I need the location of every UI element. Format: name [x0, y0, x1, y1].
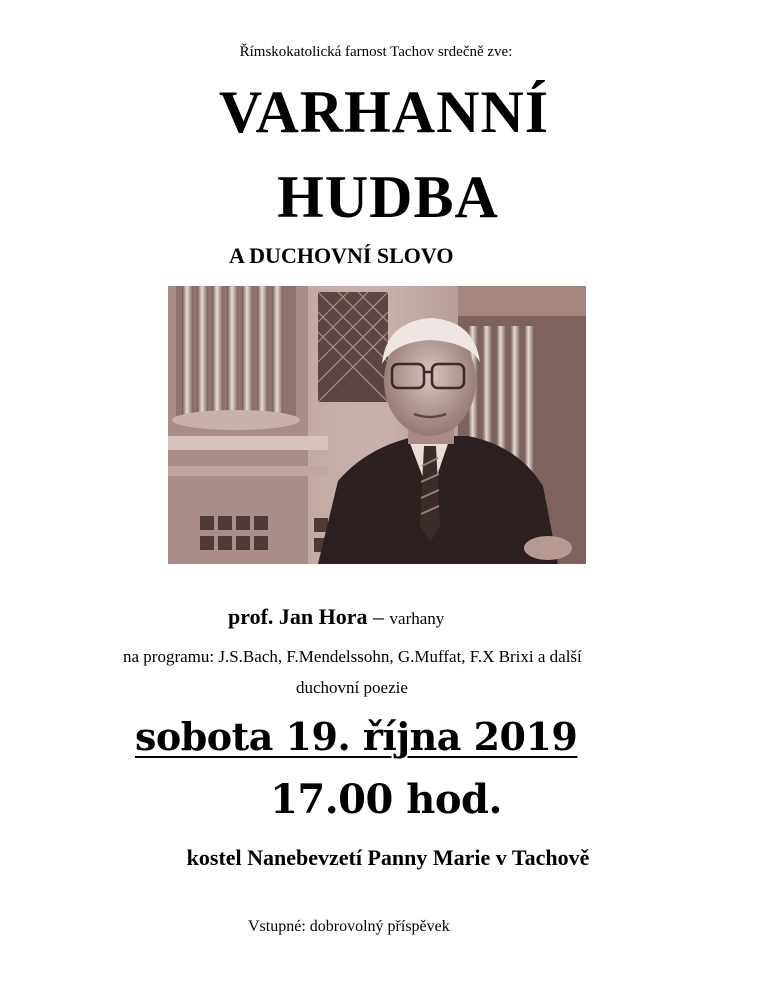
admission-note: Vstupné: dobrovolný příspěvek: [248, 918, 450, 935]
program-line: na programu: J.S.Bach, F.Mendelssohn, G.Muffat, F.X Brixi a další: [123, 647, 582, 666]
title-line-2: HUDBA: [277, 164, 499, 230]
poetry-line: duchovní poezie: [296, 678, 408, 697]
event-date: sobota 19. října 2019: [135, 714, 578, 759]
event-time: 17.00 hod.: [270, 776, 502, 823]
invitation-line: Římskokatolická farnost Tachov srdečně zve:: [239, 44, 513, 60]
event-venue: kostel Nanebevzetí Panny Marie v Tachově: [186, 845, 590, 870]
title-line-1: VARHANNÍ: [218, 79, 550, 145]
organist-photo: [168, 286, 586, 564]
performer-line: [228, 604, 444, 630]
performer-role: varhany: [389, 609, 445, 628]
performer-name: prof. Jan Hora: [228, 604, 368, 629]
subtitle: A DUCHOVNÍ SLOVO: [229, 243, 454, 268]
performer-dash: –: [367, 604, 390, 629]
